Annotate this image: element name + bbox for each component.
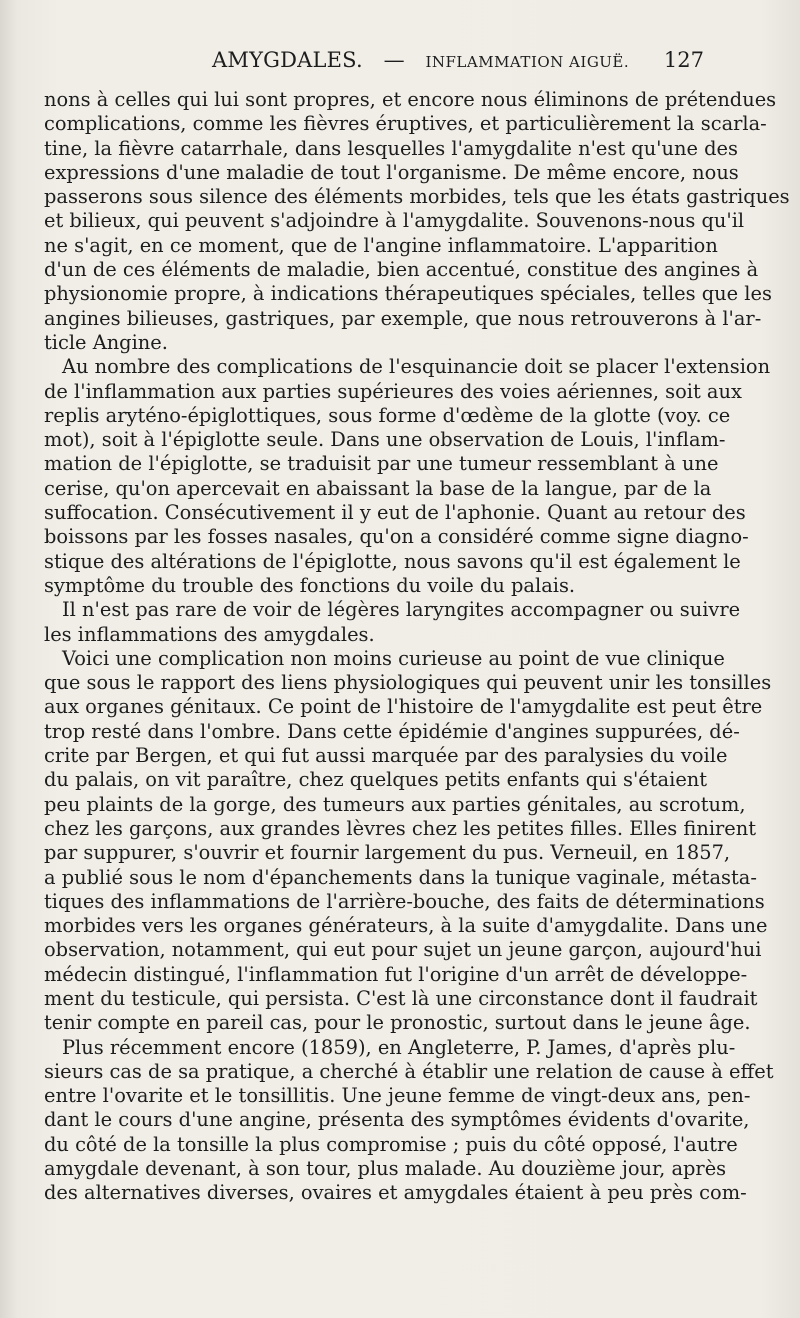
text-line: et bilieux, qui peuvent s'adjoindre à l'amygdalite. Souvenons-nous qu'il xyxy=(44,209,745,233)
text-line: peu plaints de la gorge, des tumeurs aux parties génitales, au scrotum, xyxy=(44,792,746,816)
text-line: stique des altérations de l'épiglotte, nous savons qu'il est également le xyxy=(44,549,741,573)
text-line: chez les garçons, aux grandes lèvres chez les petites filles. Elles finirent xyxy=(44,816,757,840)
text-line: physionomie propre, à indications thérapeutiques spéciales, telles que les xyxy=(44,282,772,306)
text-line: les inflammations des amygdales. xyxy=(44,622,375,646)
running-head-separator: — xyxy=(383,48,405,72)
text-line: passerons sous silence des éléments morbides, tels que les états gastriques xyxy=(44,185,790,209)
text-line: par suppurer, s'ouvrir et fournir largement du pus. Verneuil, en 1857, xyxy=(44,841,731,865)
text-line: d'un de ces éléments de maladie, bien accentué, constitue des angines à xyxy=(44,258,759,282)
text-line: des alternatives diverses, ovaires et amygdales étaient à peu près com- xyxy=(44,1181,747,1205)
text-line: expressions d'une maladie de tout l'organisme. De même encore, nous xyxy=(44,160,739,184)
text-line: replis aryténo-épiglottiques, sous forme d'œdème de la glotte (voy. ce xyxy=(44,403,731,427)
text-line: sieurs cas de sa pratique, a cherché à établir une relation de cause à effet xyxy=(44,1059,774,1083)
text-line: mot), soit à l'épiglotte seule. Dans une observation de Louis, l'inflam- xyxy=(44,428,726,452)
text-line: médecin distingué, l'inflammation fut l'origine d'un arrêt de développe- xyxy=(44,962,748,986)
text-line: observation, notamment, qui eut pour sujet un jeune garçon, aujourd'hui xyxy=(44,938,762,962)
text-line: angines bilieuses, gastriques, par exemple, que nous retrouverons à l'ar- xyxy=(44,306,762,330)
text-line: de l'inflammation aux parties supérieures des voies aériennes, soit aux xyxy=(44,379,742,403)
text-line: morbides vers les organes générateurs, à la suite d'amygdalite. Dans une xyxy=(44,914,768,938)
running-head-subtitle: INFLAMMATION AIGUË. xyxy=(425,53,630,71)
text-line: mation de l'épiglotte, se traduisit par une tumeur ressemblant à une xyxy=(44,452,719,476)
text-line: ment du testicule, qui persista. C'est là une circonstance dont il faudrait xyxy=(44,986,758,1010)
text-line: aux organes génitaux. Ce point de l'histoire de l'amygdalite est peut être xyxy=(44,695,763,719)
page-number: 127 xyxy=(663,48,704,72)
paragraph-start-line: Au nombre des complications de l'esquinancie doit se placer l'extension xyxy=(62,355,771,379)
text-line: complications, comme les fièvres éruptives, et particulièrement la scarla- xyxy=(44,112,767,136)
body-text xyxy=(44,88,790,1206)
text-line: dant le cours d'une angine, présenta des symptômes évidents d'ovarite, xyxy=(44,1108,750,1132)
paragraph-start-line: Voici une complication non moins curieuse au point de vue clinique xyxy=(62,646,725,670)
running-head xyxy=(212,48,629,72)
running-head-title: AMYGDALES. xyxy=(212,48,363,72)
text-line: suffocation. Consécutivement il y eut de l'aphonie. Quant au retour des xyxy=(44,501,746,525)
text-line: tenir compte en pareil cas, pour le pronostic, surtout dans le jeune âge. xyxy=(44,1011,751,1035)
text-line: boissons par les fosses nasales, qu'on a considéré comme signe diagno- xyxy=(44,525,749,549)
text-line: amygdale devenant, à son tour, plus malade. Au douzième jour, après xyxy=(44,1157,727,1181)
text-line: du palais, on vit paraître, chez quelques petits enfants qui s'étaient xyxy=(44,768,708,792)
text-line: a publié sous le nom d'épanchements dans la tunique vaginale, métasta- xyxy=(44,865,757,889)
text-line: ne s'agit, en ce moment, que de l'angine inflammatoire. L'apparition xyxy=(44,233,718,257)
text-line: tiques des inflammations de l'arrière-bouche, des faits de déterminations xyxy=(44,889,765,913)
text-line: cerise, qu'on apercevait en abaissant la base de la langue, par de la xyxy=(44,476,712,500)
text-line: entre l'ovarite et le tonsillitis. Une jeune femme de vingt-deux ans, pen- xyxy=(44,1084,751,1108)
paragraph-start-line: Il n'est pas rare de voir de légères laryngites accompagner ou suivre xyxy=(62,598,741,622)
text-line: nons à celles qui lui sont propres, et encore nous éliminons de prétendues xyxy=(44,88,777,111)
text-line: crite par Bergen, et qui fut aussi marquée par des paralysies du voile xyxy=(44,744,728,768)
paragraph-start-line: Plus récemment encore (1859), en Angleterre, P. James, d'après plu- xyxy=(62,1035,736,1059)
page-header xyxy=(44,48,704,76)
text-line: que sous le rapport des liens physiologiques qui peuvent unir les tonsilles xyxy=(44,671,772,695)
text-line: tine, la fièvre catarrhale, dans lesquelles l'amygdalite n'est qu'une des xyxy=(44,136,738,160)
text-line: trop resté dans l'ombre. Dans cette épidémie d'angines suppurées, dé- xyxy=(44,719,740,743)
text-line: symptôme du trouble des fonctions du voile du palais. xyxy=(44,573,576,597)
text-line: ticle Angine. xyxy=(44,330,168,354)
text-line: du côté de la tonsille la plus compromise ; puis du côté opposé, l'autre xyxy=(44,1132,738,1156)
